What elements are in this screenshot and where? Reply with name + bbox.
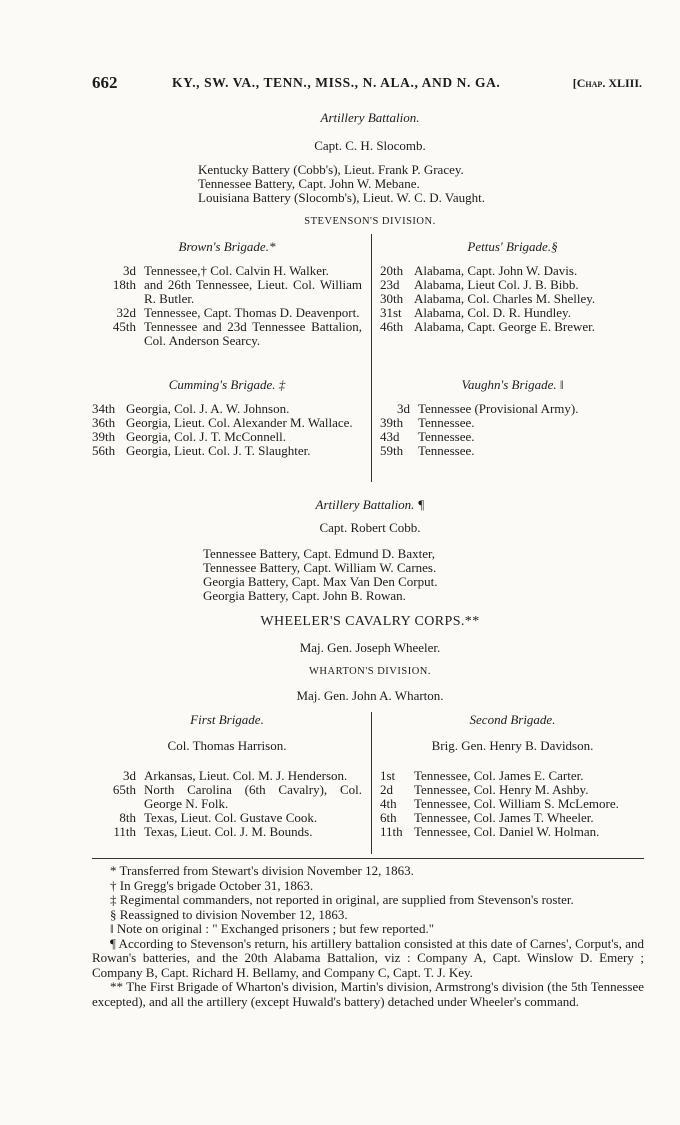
- regiment-entry: 34th Georgia, Col. J. A. W. Johnson.: [92, 401, 290, 416]
- brigade-heading: Second Brigade.: [469, 712, 556, 727]
- regiment-entry: 2d Tennessee, Col. Henry M. Ashby.: [380, 782, 589, 797]
- division-heading: STEVENSON'S DIVISION.: [304, 216, 436, 227]
- brigade-heading: Brown's Brigade.*: [178, 239, 276, 254]
- regiment-entry: 8th Texas, Lieut. Col. Gustave Cook.: [119, 810, 318, 825]
- cummings-brigade: [92, 378, 362, 458]
- division-commander: Maj. Gen. John A. Wharton.: [296, 688, 444, 703]
- battery-line: Louisiana Battery (Slocomb's), Lieut. W. C. D. Vaught.: [198, 190, 485, 205]
- brigade-heading: First Brigade.: [190, 712, 264, 727]
- column-divider: [371, 234, 372, 482]
- footnote: † In Gregg's brigade October 31, 1863.: [110, 877, 314, 893]
- regiment-entry: 39th Tennessee.: [380, 415, 475, 430]
- running-title: KY., SW. VA., TENN., MISS., N. ALA., AND N. GA.: [172, 75, 501, 90]
- regiment-entry: 45th Tennessee and 23d Tennessee Battalion, Col. Anderson Searcy.: [112, 319, 362, 348]
- battery-line: Georgia Battery, Capt. John B. Rowan.: [203, 588, 406, 603]
- second-brigade: [380, 713, 645, 839]
- footnote: ** The First Brigade of Wharton's division, Martin's division, Armstrong's division (the 5th Tennessee excepted), and all the artillery (except Huwald's battery) detached under Wheeler's command.: [92, 979, 644, 1009]
- regiment-entry: 46th Alabama, Capt. George E. Brewer.: [380, 319, 595, 334]
- battery-line: Tennessee Battery, Capt. Edmund D. Baxter,: [203, 546, 436, 561]
- artillery-battalion-units: [203, 547, 437, 603]
- footnote: § Reassigned to division November 12, 1863.: [110, 906, 348, 922]
- regiment-entry: 3d Arkansas, Lieut. Col. M. J. Henderson.: [123, 768, 348, 783]
- page-number: 662: [92, 73, 118, 92]
- artillery-battalion-commander: Capt. C. H. Slocomb.: [314, 138, 426, 153]
- corps-heading: WHEELER'S CAVALRY CORPS.**: [260, 614, 480, 629]
- regiment-entry: 1st Tennessee, Col. James E. Carter.: [380, 768, 584, 783]
- regiment-entry: 11th Tennessee, Col. Daniel W. Holman.: [380, 824, 600, 839]
- artillery-battalion-commander: Capt. Robert Cobb.: [319, 520, 421, 535]
- division-heading: WHARTON'S DIVISION.: [309, 666, 431, 677]
- regiment-entry: 31st Alabama, Col. D. R. Hundley.: [380, 305, 571, 320]
- battery-line: Tennessee Battery, Capt. William W. Carnes.: [203, 560, 437, 575]
- regiment-entry: 18th and 26th Tennessee, Lieut. Col. William R. Butler.: [112, 277, 362, 306]
- running-head: [92, 73, 652, 95]
- regiment-entry: 20th Alabama, Capt. John W. Davis.: [380, 263, 578, 278]
- artillery-battalion-units: [198, 163, 485, 205]
- footnote-rule: [92, 858, 644, 859]
- brigade-commander: Col. Thomas Harrison.: [167, 738, 287, 753]
- brigade-heading: Cumming's Brigade. ‡: [168, 377, 286, 392]
- regiment-entry: 65th North Carolina (6th Cavalry), Col. George N. Folk.: [112, 782, 362, 811]
- regiment-entry: 6th Tennessee, Col. James T. Wheeler.: [380, 810, 594, 825]
- first-brigade: [92, 713, 362, 839]
- footnotes: [92, 864, 644, 1009]
- regiment-entry: 56th Georgia, Lieut. Col. J. T. Slaughter.: [92, 443, 311, 458]
- column-divider: [371, 712, 372, 854]
- regiment-entry: 43d Tennessee.: [380, 429, 475, 444]
- battery-line: Kentucky Battery (Cobb's), Lieut. Frank P. Gracey.: [198, 162, 464, 177]
- regiment-entry: 3d Tennessee (Provisional Army).: [397, 401, 579, 416]
- battery-line: Georgia Battery, Capt. Max Van Den Corput.: [203, 574, 438, 589]
- battery-line: Tennessee Battery, Capt. John W. Mebane.: [198, 176, 420, 191]
- vaughns-brigade: [380, 378, 645, 458]
- brigade-heading: Vaughn's Brigade. ‖: [461, 377, 564, 392]
- regiment-entry: 36th Georgia, Lieut. Col. Alexander M. Wallace.: [92, 415, 353, 430]
- artillery-battalion-heading: Artillery Battalion.: [320, 110, 420, 125]
- regiment-entry: 39th Georgia, Col. J. T. McConnell.: [92, 429, 286, 444]
- corps-commander: Maj. Gen. Joseph Wheeler.: [299, 640, 441, 655]
- regiment-entry: 59th Tennessee.: [380, 443, 475, 458]
- footnote: ‖ Note on original : " Exchanged prisoners ; but few reported.": [110, 921, 435, 936]
- regiment-entry: 11th Texas, Lieut. Col. J. M. Bounds.: [113, 824, 313, 839]
- regiment-entry: 23d Alabama, Lieut Col. J. B. Bibb.: [380, 277, 579, 292]
- regiment-entry: 3d Tennessee,† Col. Calvin H. Walker.: [123, 263, 329, 278]
- footnote: ¶ According to Stevenson's return, his artillery battalion consisted at this date of Carnes', Corput's, and Rowan's batteries, and the 20th Alabama Battalion, viz : Company A, Capt. Winslow D. Emery ; Company B, Capt. Richard H. Bellamy, and Company C, Capt. T. J. Key.: [92, 935, 644, 980]
- browns-brigade: [92, 240, 362, 348]
- regiment-entry: 4th Tennessee, Col. William S. McLemore.: [380, 796, 619, 811]
- footnote: * Transferred from Stewart's division November 12, 1863.: [110, 863, 414, 878]
- regiment-entry: 30th Alabama, Col. Charles M. Shelley.: [380, 291, 596, 306]
- brigade-heading: Pettus' Brigade.§: [467, 239, 558, 254]
- artillery-battalion-heading: Artillery Battalion. ¶: [315, 497, 425, 512]
- footnote: ‡ Regimental commanders, not reported in original, are supplied from Stevenson's roster.: [110, 892, 574, 907]
- pettus-brigade: [380, 240, 645, 334]
- regiment-entry: 32d Tennessee, Capt. Thomas D. Deavenport.: [116, 305, 360, 320]
- brigade-commander: Brig. Gen. Henry B. Davidson.: [431, 738, 594, 753]
- chapter-label: [Chap. XLIII.: [572, 76, 642, 90]
